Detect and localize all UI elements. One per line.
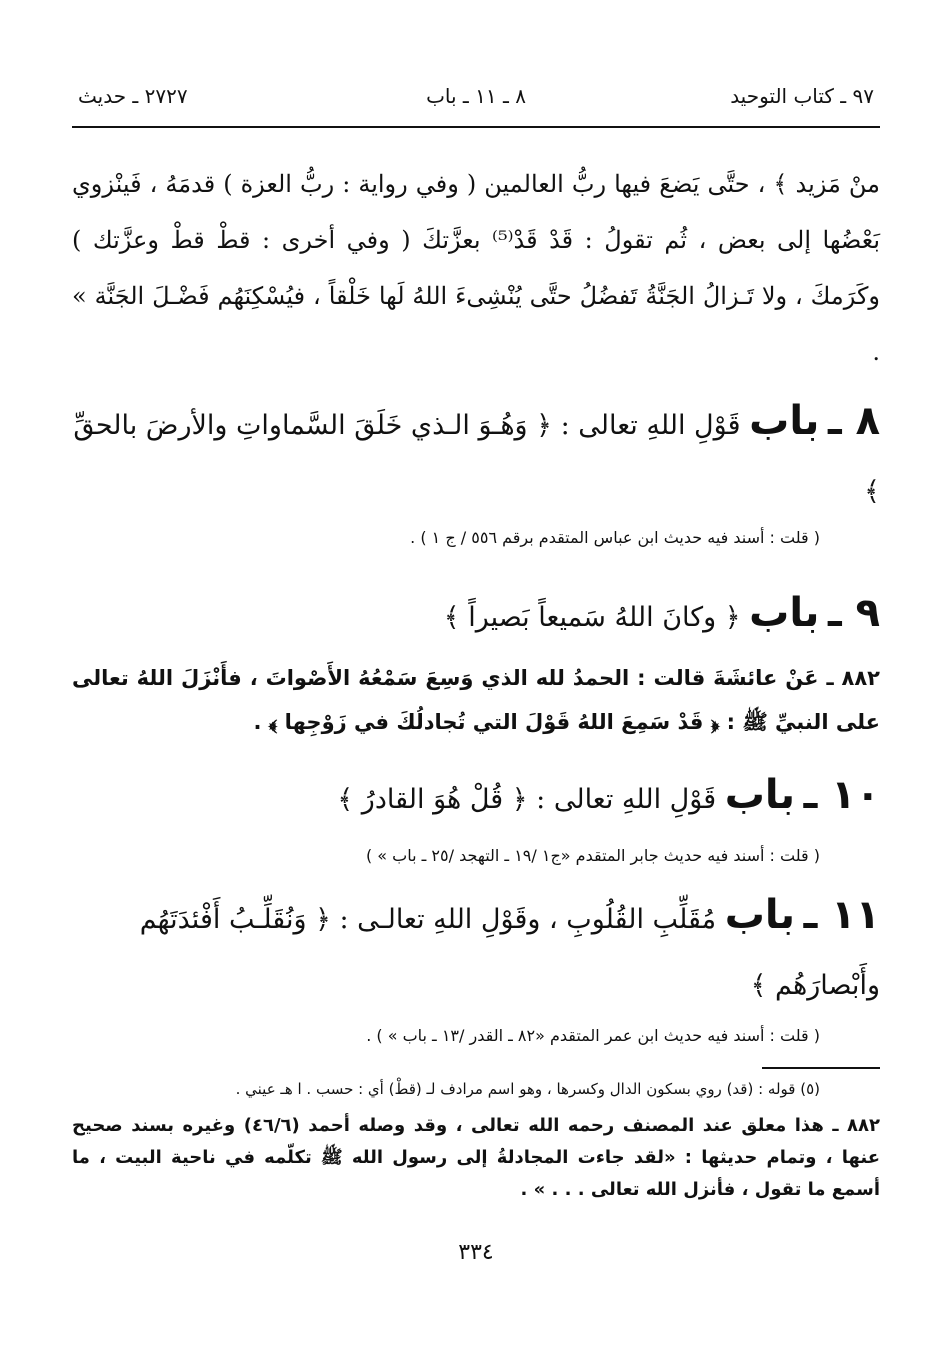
running-header <box>72 70 880 114</box>
hadith-882: ٨٨٢ ـ عَنْ عائشَةَ قالت : الحمدُ لله الذي وَسِعَ سَمْعُهُ الأَصْواتَ ، فأَنْزَلَ اللهُ تعالى على النبيِّ ﷺ : ﴿ قَدْ سَمِعَ اللهُ قَوْلَ التي تُجادلُكَ في زَوْجِها ﴾ . <box>72 666 880 734</box>
chapter-bab-label: باب <box>749 398 820 444</box>
chapter-10-note: ( قلت : أسند فيه حديث جابر المتقدم «ج١ /١٩ ـ التهجد /٢٥ ـ باب » ) <box>365 846 820 865</box>
chapter-title: ﴿ وكانَ اللهُ سَميعاً بَصيراً ﴾ <box>443 602 741 633</box>
header-divider <box>72 126 880 128</box>
chapter-9-heading <box>72 580 880 651</box>
footnote-5: (٥) قوله : (قد) روي بسكون الدال وكسرها ، وهو اسم مرادف لـ (قطْ) أي : حسب . ا هـ عيني . <box>235 1080 820 1098</box>
chapter-title: قَوْلِ اللهِ تعالى : ﴿ قُلْ هُوَ القادرُ ﴾ <box>337 784 717 815</box>
chapter-bab-label: باب <box>724 892 795 938</box>
chapter-bab-label: باب <box>724 772 795 818</box>
page-number: ٣٣٤ <box>458 1240 494 1265</box>
chapter-number: ٩ ـ <box>827 590 880 636</box>
footnote-divider <box>762 1067 880 1069</box>
chapter-10-heading <box>72 762 880 833</box>
chapter-title: قَوْلِ اللهِ تعالى : ﴿ وَهُـوَ الـذي خَلَقَ السَّماواتِ والأرضَ بالحقِّ ﴾ <box>73 410 880 507</box>
chapter-title: مُقَلِّبِ القُلُوبِ ، وقَوْلِ اللهِ تعالـى : ﴿ وَنُقَلِّـبُ أَفْئدَتَهُم وأَبْصارَهُم ﴾ <box>139 904 880 1001</box>
chapter-8-note: ( قلت : أسند فيه حديث ابن عباس المتقدم برقم ٥٥٦ / ج ١ ) . <box>410 528 820 547</box>
hadith-882-commentary: ٨٨٢ ـ هذا معلق عند المصنف رحمه الله تعالى ، وقد وصله أحمد (٤٦/٦) وغيره بسند صحيح عنها ، وتمام حديثها : «لقد جاءت المجادلةُ إلى رسول الله ﷺ تكلّمه في ناحية البيت ، ما أسمع ما تقول ، فأنزل الله تعالى . . . » . <box>72 1115 880 1200</box>
chapter-bab-label: باب <box>749 590 820 636</box>
chapter-number: ١٠ ـ <box>803 772 880 818</box>
book-page <box>72 70 880 1340</box>
continuation-paragraph: منْ مَزيد ﴾ ، حتَّى يَضعَ فيها ربُّ العالمين ( وفي رواية : ربُّ العزة ) قدمَهُ ، فَينْزوي بَعْضُها إلى بعض ، ثُم تقولُ : قَدْ قَدْ⁽⁵⁾ بعزَّتكَ ( وفي أخرى : قطْ قطْ وعزَّتك ) وكَرَمكَ ، ولا تَـزالُ الجَنَّةُ تَفضُلُ حتَّى يُنْشِىءَ اللهُ لَها خَلْقاً ، فيُسْكِنَهُم فَضْـلَ الجَنَّة » . <box>72 170 881 366</box>
chapter-number: ٨ ـ <box>827 398 880 444</box>
chapter-11-note: ( قلت : أسند فيه حديث ابن عمر المتقدم «٨٢ ـ القدر /١٣ ـ باب » ) . <box>366 1026 820 1045</box>
chapter-8-heading <box>72 388 880 525</box>
header-book-title: ٩٧ ـ كتاب التوحيد <box>730 84 874 108</box>
header-hadith-number: ٢٧٢٧ ـ حديث <box>78 84 188 108</box>
chapter-number: ١١ ـ <box>803 892 880 938</box>
header-chapter-range: ٨ ـ ١١ ـ باب <box>426 84 526 108</box>
chapter-11-heading <box>72 882 880 1019</box>
